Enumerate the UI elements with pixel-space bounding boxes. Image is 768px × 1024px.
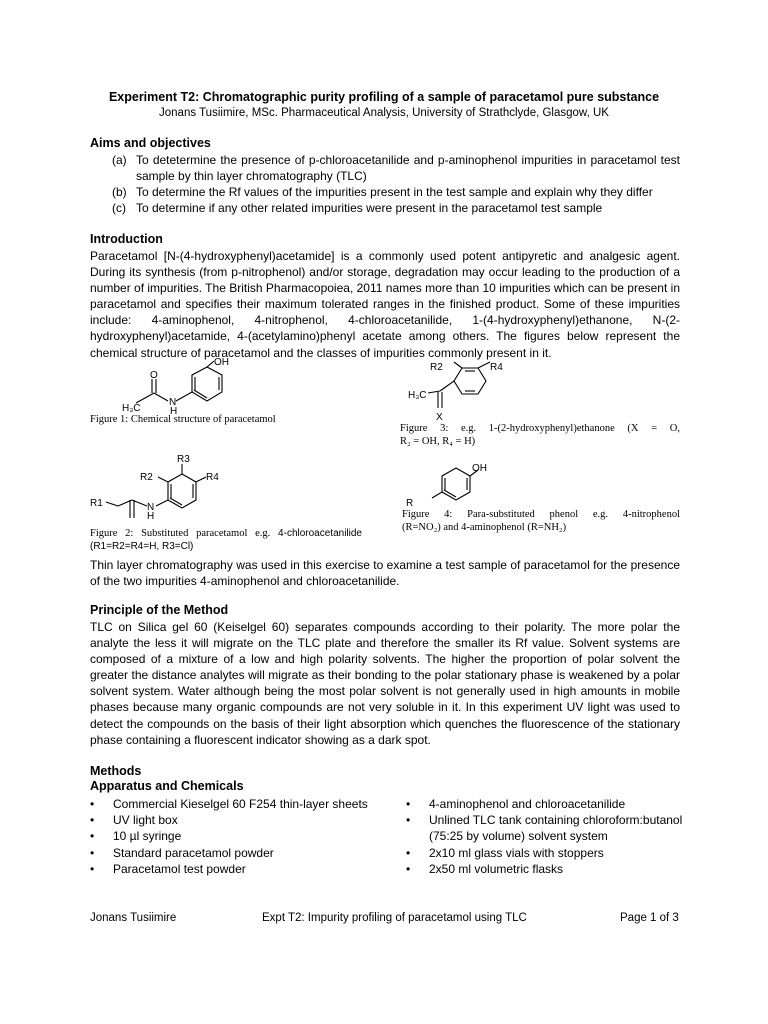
principle-heading: Principle of the Method	[90, 603, 229, 617]
oh-label: OH	[472, 463, 487, 474]
list-item: • Paracetamol test powder	[90, 861, 246, 876]
r4-label: R4	[206, 472, 219, 483]
list-item: • Standard paracetamol powder	[90, 845, 274, 860]
document-title: Experiment T2: Chromatographic purity profiling of a sample of paracetamol pure substance	[108, 90, 660, 104]
r2-label: R2	[140, 472, 153, 483]
tlc-intro-paragraph: Thin layer chromatography was used in this exercise to examine a test sample of paracetamol for the presence of the two impurities 4-aminophenol and chloroacetanilide.	[90, 558, 680, 589]
figure-4-caption-line2: (R=NO₂) and 4-aminophenol (R=NH₂)	[402, 522, 567, 533]
aims-heading: Aims and objectives	[90, 136, 211, 150]
principle-paragraph: TLC on Silica gel 60 (Keiselgel 60) separates compounds according to their polarity. The more polar the analyte the less it will migrate on the TLC plate and therefore the smaller its Rf value. Solvent systems are composed of a mixture of a low and high polarity solvents. The higher the proportion of polar solvent the greater the distance analytes will migrate as their bonding to the polar stationary phase is weakened by a polar solvent system. Water although being the most polar solvent is not generally used in high amounts in mobile phases because many organic compounds are not very soluble in it. In this experiment UV light was used to detect the compounds on the basis of their light absorption which quenches the fluorescence of the stationary phase containing a fluorescent indicator showing as a dark spot.	[90, 620, 680, 747]
aim-text: To determine the Rf values of the impurities present in the test sample and explain why they differ	[136, 185, 653, 199]
r2-label: R2	[430, 362, 443, 373]
nitrogen-label: N	[147, 502, 155, 513]
aim-text: To determine if any other related impurities were present in the paracetamol test sample	[136, 201, 603, 215]
footer-title: Expt T2: Impurity profiling of paracetamol using TLC	[262, 912, 527, 924]
apparatus-list-right	[406, 796, 686, 877]
figure-3-caption	[400, 422, 680, 448]
methyl-label: H₃C	[122, 403, 141, 414]
list-item: • UV light box	[90, 813, 178, 828]
aim-item	[90, 200, 680, 216]
list-item: • 10 µl syringe	[90, 829, 182, 844]
introduction-heading: Introduction	[90, 232, 163, 246]
footer-page-number: Page 1 of 3	[620, 912, 679, 924]
list-item: • Commercial Kieselgel 60 F254 thin-layer sheets	[90, 797, 368, 811]
aim-item	[90, 184, 680, 200]
figure-1-caption: Figure 1: Chemical structure of paracetamol	[90, 414, 276, 425]
hydrogen-label: H	[147, 511, 155, 522]
aim-item	[90, 152, 680, 184]
methyl-label: H₃C	[408, 390, 427, 401]
introduction-paragraph: Paracetamol [N-(4-hydroxyphenyl)acetamide] is a commonly used potent antipyretic and analgesic agent. During its synthesis (from p-nitrophenol) and/or storage, degradation may occur leading to the production of a number of impurities. The British Pharmacopoiea, 2011 names more than 10 impurities which can be present in paracetamol and specifies their maximum tolerated ranges in the finished product. Some of these impurities include: 4-aminophenol, 4-nitrophenol, 4-chloroacetanilide, 1-(4-hydroxyphenyl)ethanone, N-(2-hydroxyphenyl)acetamide, 4-(acetylamino)phenyl acetate among others. The figures below represent the chemical structure of paracetamol and the classes of impurities commonly present in it.	[90, 249, 680, 360]
r3-label: R3	[177, 454, 190, 465]
oxygen-label: O	[150, 370, 158, 381]
aim-text: To detetermine the presence of p-chloroacetanilide and p-aminophenol impurities in paracetamol test sample by thin layer chromatography (TLC)	[136, 153, 680, 183]
r4-label: R4	[490, 362, 503, 373]
figure-3-caption-line1: Figure 3: e.g. 1-(2-hydroxyphenyl)ethanone (X = O,	[400, 423, 680, 434]
figure-2-example: 4-chloroacetanilide	[278, 528, 362, 539]
figure-4-caption	[402, 508, 680, 534]
list-item: • 2x10 ml glass vials with stoppers	[406, 845, 604, 860]
figure-1-structure	[90, 355, 250, 415]
aims-list	[90, 152, 680, 216]
figure-4-structure	[404, 458, 494, 508]
figure-3-caption-line2: R₂ = OH, R₄ = H)	[400, 436, 476, 447]
apparatus-heading: Apparatus and Chemicals	[90, 779, 244, 793]
apparatus-list-left	[90, 796, 390, 877]
x-label: X	[436, 412, 443, 423]
footer-author: Jonans Tusiimire	[90, 912, 177, 924]
nitrogen-label: N	[169, 397, 177, 408]
list-item: • 4-aminophenol and chloroacetanilide	[406, 797, 626, 811]
aim-label: (c)	[112, 201, 126, 215]
r-label: R	[406, 498, 414, 509]
figure-2-substituents: (R1=R2=R4=H, R3=Cl)	[90, 541, 194, 552]
oh-label: OH	[214, 357, 229, 368]
r1-label: R1	[90, 498, 103, 509]
hydrogen-label: H	[170, 406, 178, 417]
author-line: Jonans Tusiimire, MSc. Pharmaceutical Analysis, University of Strathclyde, Glasgow, UK	[159, 107, 609, 119]
aim-label: (b)	[112, 185, 127, 199]
figure-2-structure	[90, 452, 230, 528]
figure-4-caption-line1: Figure 4: Para-substituted phenol e.g. 4-nitrophenol	[402, 509, 680, 520]
figure-2-caption	[90, 527, 362, 553]
figure-3-structure	[400, 358, 530, 422]
list-item: • Unlined TLC tank containing chloroform:butanol (75:25 by volume) solvent system	[406, 813, 683, 844]
aim-label: (a)	[112, 153, 127, 167]
figure-2-caption-text: Figure 2: Substituted paracetamol e.g.	[90, 528, 271, 539]
list-item: • 2x50 ml volumetric flasks	[406, 861, 564, 876]
methods-heading: Methods	[90, 764, 142, 778]
